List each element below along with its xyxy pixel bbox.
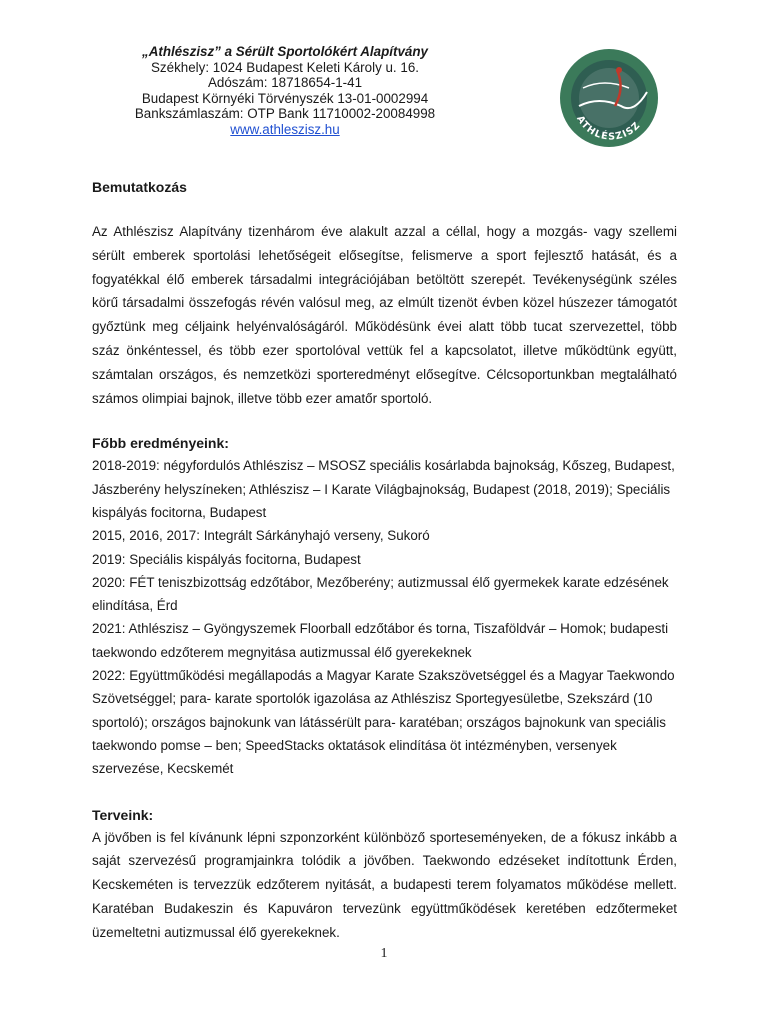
page-number: 1 — [380, 946, 388, 961]
result-item: 2018-2019: négyfordulós Athlészisz – MSOSZ speciális kosárlabda bajnokság, Kőszeg, Budapest, Jászberény helyszíneken; Athlészisz – I Karate Világbajnokság, Budapest (2018, 2019); Speciális kispályás focitorna, Budapest — [92, 458, 675, 520]
website-link[interactable]: www.athleszisz.hu — [230, 121, 340, 137]
results-heading: Főbb eredményeink: — [92, 435, 229, 452]
organization-name: „Athlészisz” a Sérült Sportolókért Alapítvány — [142, 44, 428, 59]
result-item: 2020: FÉT teniszbizottság edzőtábor, Mezőberény; autizmussal élő gyermekek karate edzésének elindítása, Érd — [92, 574, 669, 614]
intro-paragraph: Az Athlészisz Alapítvány tizenhárom éve alakult azzal a céllal, hogy a mozgás- vagy szellemi sérült emberek sportolási lehetőségeit elősegítse, felismerve a sport fejlesztő hatását, és a fogyatékkal élő emberek társadalmi integrációjában betöltött szerepét. Tevékenységünk széles körű társadalmi összefogás révén valósul meg, az elmúlt tizenöt évben közel húszezer támogatót győztünk meg céljaink helyénvalóságáról. Működésünk évei alatt több tucat szervezettel, több száz önkéntessel, és több ezer sportolóval vettük fel a kapcsolatot, illetve működtünk együtt, számtalan országos, és nemzetközi sporteredményt elősegítve. Célcsoportunkban megtalálható számos olimpiai bajnok, illetve több ezer amatőr sportoló. — [92, 224, 677, 406]
results-list — [92, 454, 677, 780]
bank-account: Bankszámlaszám: OTP Bank 11710002-20084998 — [134, 106, 436, 122]
result-item: 2022: Együttműködési megállapodás a Magyar Karate Szakszövetséggel és a Magyar Taekwondo Szövetséggel; para- karate sportolók igazolása az Athlészisz Sportegyesületbe, Szekszárd (10 sportoló); országos bajnokunk van látássérült para- karatéban; országos bajnokunk van speciális taekwondo pomse – ben; SpeedStacks oktatások elindítása öt intézményben, versenyek szervezése, Kecskemét — [92, 668, 675, 777]
result-item: 2021: Athlészisz – Gyöngyszemek Floorball edzőtábor és torna, Tiszaföldvár – Homok; budapesti taekwondo edzőterem megnyitása autizmussal élő gyerekeknek — [92, 621, 669, 660]
result-item: 2015, 2016, 2017: Integrált Sárkányhajó verseny, Sukoró — [92, 528, 430, 544]
address-line: Székhely: 1024 Budapest Keleti Károly u. 16. — [151, 59, 419, 75]
tax-number: Adószám: 18718654-1-41 — [207, 75, 363, 91]
logo-text: ATHLÉSZISZ — [574, 113, 644, 143]
plans-paragraph: A jövőben is fel kívánunk lépni szponzorként különböző sporteseményeken, de a fókusz inkább a saját szervezésű programjainkra tolódik a jövőben. Taekwondo edzéseket indítottunk Érden, Kecskeméten is tervezzük edzőterem nyitását, a budapesti terem folyamatos működése mellett. Karatéban Budakeszin és Kapuváron tervezünk együttműködések keretében edzőtermeket üzemeltetni autizmussal élő gyerekeknek. — [92, 829, 677, 940]
letterhead — [110, 44, 460, 138]
result-item: 2019: Speciális kispályás focitorna, Budapest — [92, 551, 361, 567]
plans-heading: Terveink: — [92, 806, 154, 823]
athleszisz-logo — [559, 48, 659, 148]
intro-heading: Bemutatkozás — [92, 179, 187, 195]
court-registration: Budapest Környéki Törvényszék 13-01-0002994 — [141, 90, 429, 106]
